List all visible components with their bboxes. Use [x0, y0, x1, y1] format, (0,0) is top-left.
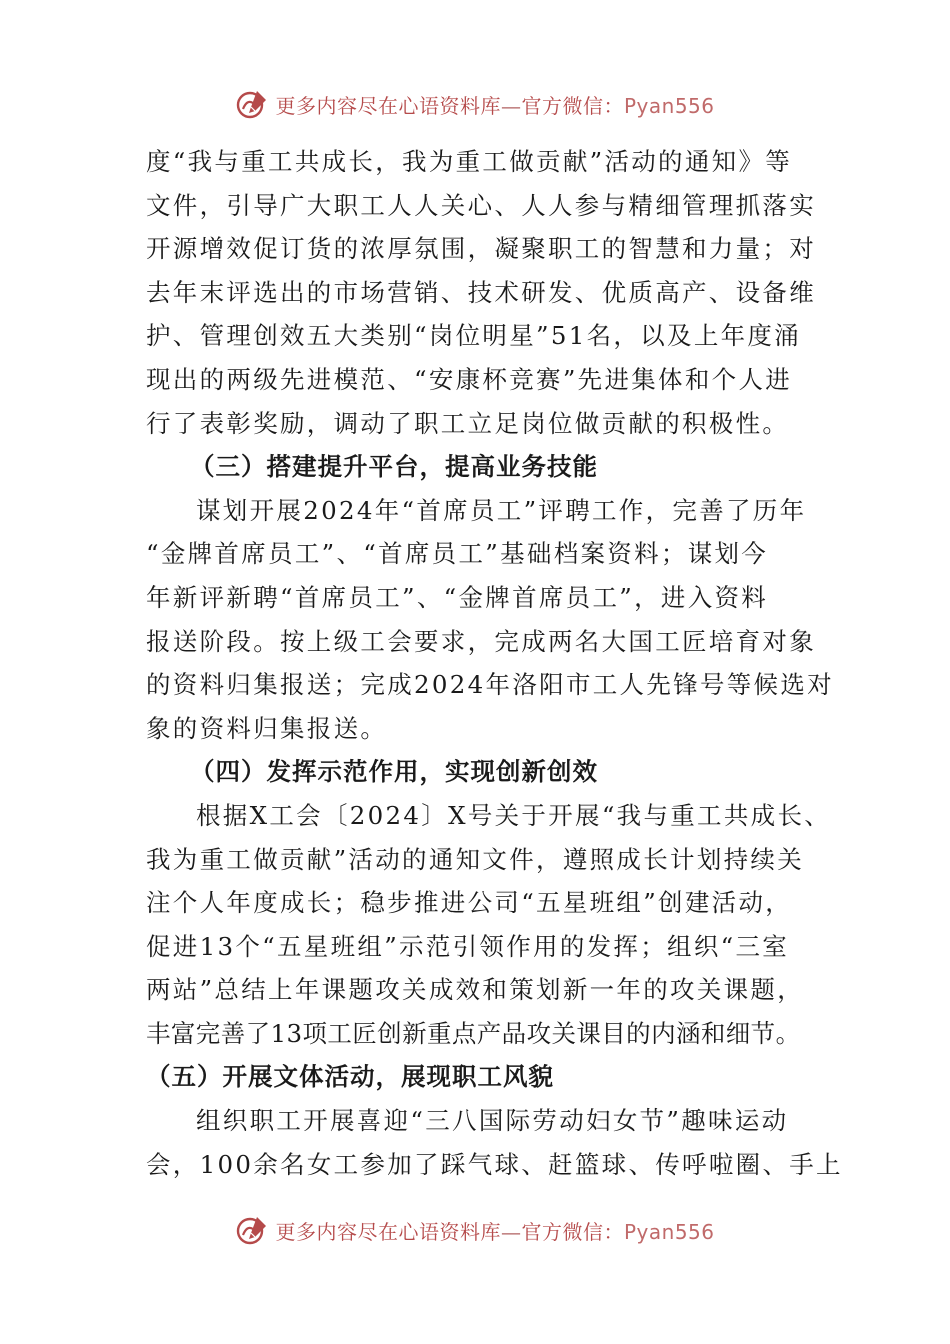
- text-line: 报送阶段。按上级工会要求，完成两名大国工匠培育对象: [146, 626, 816, 656]
- watermark-account: Pyan556: [623, 1219, 715, 1244]
- watermark-main: 更多内容尽在心语资料库: [275, 93, 501, 118]
- watermark-separator: —: [500, 1219, 522, 1244]
- text-line: 会，100余名女工参加了踩气球、赶篮球、传呼啦圈、手上: [146, 1149, 843, 1179]
- watermark-suffix: 官方微信：: [521, 93, 624, 118]
- document-body: [146, 140, 843, 1186]
- text-line: “金牌首席员工”、“首席员工”基础档案资料；谋划今: [146, 539, 769, 569]
- text-line: 促进13个“五星班组”示范引领作用的发挥；组织“三室: [146, 931, 790, 961]
- pen-circle-logo-icon: [235, 87, 269, 121]
- watermark-separator: —: [500, 93, 522, 118]
- paragraph-1: [146, 140, 826, 445]
- watermark-main: 更多内容尽在心语资料库: [275, 1219, 501, 1244]
- text-line: 根据X工会〔2024〕X号关于开展“我与重工共成长、: [196, 800, 832, 830]
- section-heading-3: （三）搭建提升平台，提高业务技能: [190, 452, 598, 482]
- text-line: 开源增效促订货的浓厚氛围，凝聚职工的智慧和力量；对: [146, 234, 816, 264]
- text-line: 年新评新聘“首席员工”、“金牌首席员工”，进入资料: [146, 582, 769, 612]
- watermark-header: [0, 82, 950, 126]
- watermark-footer: [0, 1208, 950, 1252]
- text-line: 谋划开展2024年“首席员工”评聘工作，完善了历年: [196, 495, 807, 525]
- section-3-body: [146, 489, 834, 751]
- text-line: 的资料归集报送；完成2024年洛阳市工人先锋号等候选对: [146, 670, 834, 700]
- text-line: 文件，引导广大职工人人关心、人人参与精细管理抓落实: [146, 190, 816, 220]
- text-line: 度“我与重工共成长，我为重工做贡献”活动的通知》等: [146, 147, 793, 176]
- watermark-account: Pyan556: [623, 93, 715, 118]
- text-line: 象的资料归集报送。: [146, 713, 388, 743]
- text-line: 去年末评选出的市场营销、技术研发、优质高产、设备维: [146, 277, 816, 307]
- section-heading-4: （四）发挥示范作用，实现创新创效: [190, 757, 598, 787]
- text-line: 丰富完善了13项工匠创新重点产品攻关课目的内涵和细节。: [146, 1018, 801, 1048]
- text-line: 两站”总结上年课题攻关成效和策划新一年的攻关课题，: [146, 975, 805, 1005]
- text-line: 现出的两级先进模范、“安康杯竞赛”先进集体和个人进: [146, 364, 793, 394]
- text-line: 行了表彰奖励，调动了职工立足岗位做贡献的积极性。: [146, 408, 790, 438]
- watermark-text: [275, 90, 714, 119]
- pen-circle-logo-icon: [235, 1213, 269, 1247]
- section-heading-5: （五）开展文体活动，展现职工风貌: [146, 1062, 554, 1092]
- watermark-text: [275, 1216, 714, 1245]
- watermark-suffix: 官方微信：: [521, 1219, 624, 1244]
- text-line: 我为重工做贡献”活动的通知文件，遵照成长计划持续关: [146, 844, 805, 874]
- text-line: 护、管理创效五大类别“岗位明星”51名，以及上年度涌: [146, 321, 802, 351]
- text-line: 注个人年度成长；稳步推进公司“五星班组”创建活动，: [146, 888, 793, 918]
- text-line: 组织职工开展喜迎“三八国际劳动妇女节”趣味运动: [196, 1106, 789, 1136]
- section-5-body: [146, 1099, 843, 1186]
- section-4-body: [146, 794, 832, 1056]
